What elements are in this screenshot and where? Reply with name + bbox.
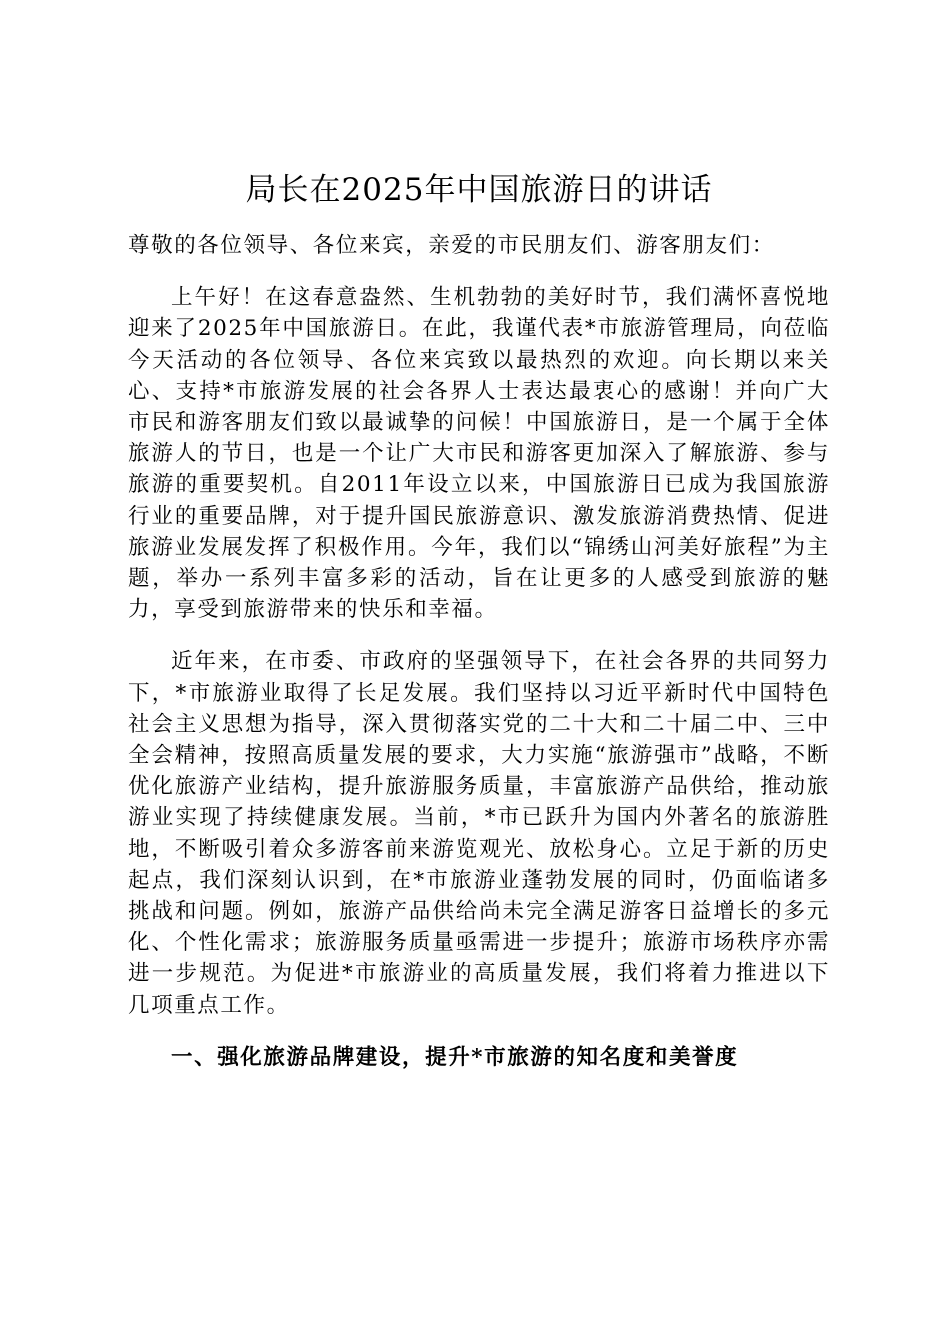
document-page xyxy=(128,168,830,1073)
paragraph-development: 近年来，在市委、市政府的坚强领导下，在社会各界的共同努力下，*市旅游业取得了长足发展。我们坚持以习近平新时代中国特色社会主义思想为指导，深入贯彻落实党的二十大和二十届二中、三中全会精神，按照高质量发展的要求，大力实施“旅游强市”战略，不断优化旅游产业结构，提升旅游服务质量，丰富旅游产品供给，推动旅游业实现了持续健康发展。当前，*市已跃升为国内外著名的旅游胜地，不断吸引着众多游客前来游览观光、放松身心。立足于新的历史起点，我们深刻认识到，在*市旅游业蓬勃发展的同时，仍面临诸多挑战和问题。例如，旅游产品供给尚未完全满足游客日益增长的多元化、个性化需求；旅游服务质量亟需进一步提升；旅游市场秩序亦需进一步规范。为促进*市旅游业的高质量发展，我们将着力推进以下几项重点工作。 xyxy=(128,649,830,1018)
section-heading: 一、强化旅游品牌建设，提升*市旅游的知名度和美誉度 xyxy=(171,1044,739,1070)
paragraph-greeting: 上午好！在这春意盎然、生机勃勃的美好时节，我们满怀喜悦地迎来了2025年中国旅游日。在此，我谨代表*市旅游管理局，向莅临今天活动的各位领导、各位来宾致以最热烈的欢迎。向长期以来关心、支持*市旅游发展的社会各界人士表达最衷心的感谢！并向广大市民和游客朋友们致以最诚挚的问候！中国旅游日，是一个属于全体旅游人的节日，也是一个让广大市民和游客更加深入了解旅游、参与旅游的重要契机。自2011年设立以来，中国旅游日已成为我国旅游行业的重要品牌，对于提升国民旅游意识、激发旅游消费热情、促进旅游业发展发挥了积极作用。今年，我们以“锦绣山河美好旅程”为主题，举办一系列丰富多彩的活动，旨在让更多的人感受到旅游的魅力，享受到旅游带来的快乐和幸福。 xyxy=(128,285,830,623)
salutation: 尊敬的各位领导、各位来宾，亲爱的市民朋友们、游客朋友们： xyxy=(128,233,775,258)
document-title: 局长在2025年中国旅游日的讲话 xyxy=(245,172,713,208)
